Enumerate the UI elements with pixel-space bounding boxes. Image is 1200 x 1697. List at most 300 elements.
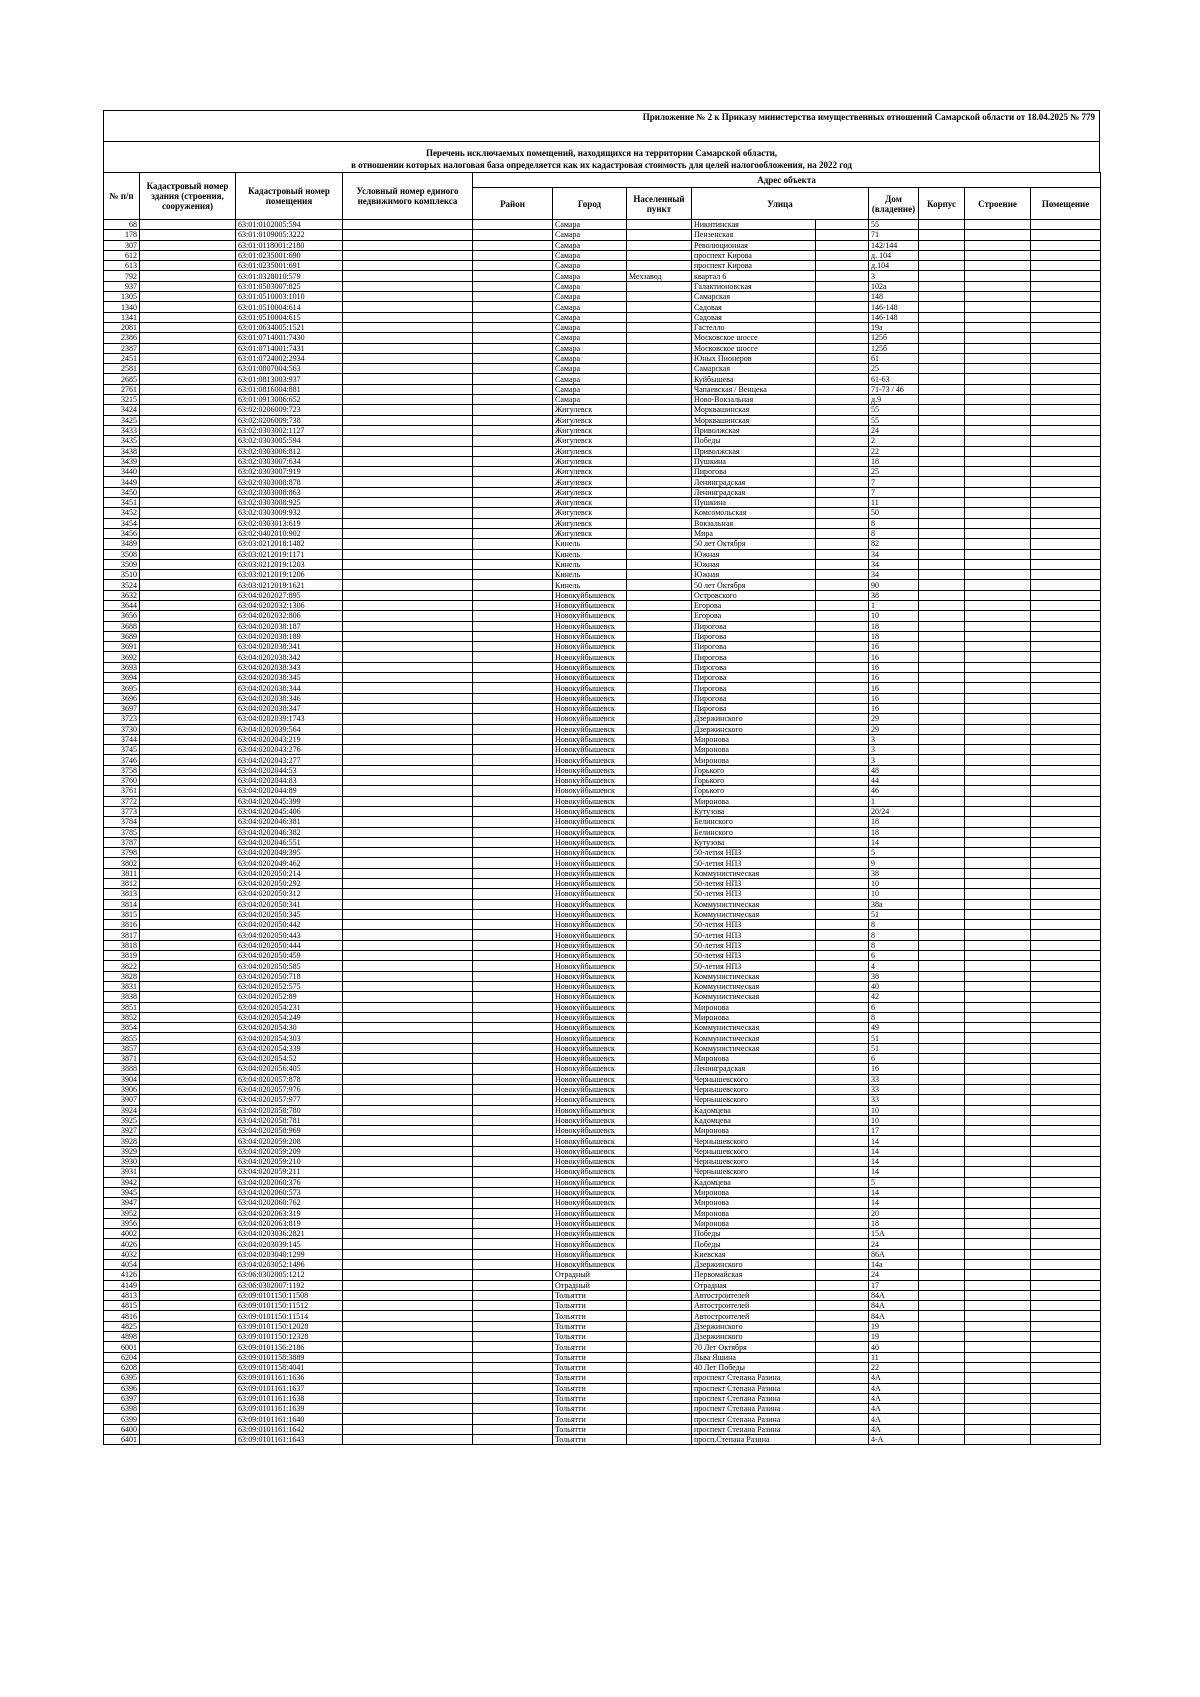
col-address-group: Адрес объекта: [473, 173, 1101, 188]
cell-house: 48: [869, 765, 919, 775]
cell-building: [140, 971, 236, 981]
cell-district: [473, 920, 553, 930]
cell-settlement: [627, 817, 692, 827]
cell-street-extra: [816, 549, 869, 559]
cell-premises: 63:09:0101156:2186: [236, 1342, 343, 1352]
cell-stroenie: [965, 456, 1031, 466]
cell-district: [473, 724, 553, 734]
cell-city: Новокуйбышевск: [553, 1084, 627, 1094]
cell-street-extra: [816, 1054, 869, 1064]
cell-building: [140, 642, 236, 652]
cell-korpus: [919, 559, 965, 569]
cell-pomeshchenie: [1031, 549, 1101, 559]
cell-num: 6204: [104, 1352, 140, 1362]
table-row: [104, 498, 1101, 508]
cell-korpus: [919, 1177, 965, 1187]
cell-city: Самара: [553, 322, 627, 332]
cell-street-extra: [816, 703, 869, 713]
cell-complex: [343, 1177, 473, 1187]
cell-street: Коммунистическая: [692, 992, 816, 1002]
cell-complex: [343, 528, 473, 538]
cell-city: Самара: [553, 384, 627, 394]
cell-building: [140, 549, 236, 559]
cell-korpus: [919, 220, 965, 230]
cell-complex: [343, 456, 473, 466]
cell-building: [140, 1187, 236, 1197]
cell-premises: 63:04:0202043:277: [236, 755, 343, 765]
cell-pomeshchenie: [1031, 333, 1101, 343]
cell-pomeshchenie: [1031, 1290, 1101, 1300]
cell-street: Коммунистическая: [692, 1043, 816, 1053]
cell-building: [140, 261, 236, 271]
cell-num: 3822: [104, 961, 140, 971]
cell-num: 3696: [104, 693, 140, 703]
cell-street: Ленинградская: [692, 487, 816, 497]
cell-district: [473, 230, 553, 240]
cell-pomeshchenie: [1031, 858, 1101, 868]
cell-korpus: [919, 662, 965, 672]
cell-settlement: [627, 281, 692, 291]
cell-korpus: [919, 1342, 965, 1352]
cell-house: 24: [869, 1270, 919, 1280]
cell-pomeshchenie: [1031, 796, 1101, 806]
cell-city: Новокуйбышевск: [553, 1095, 627, 1105]
cell-korpus: [919, 333, 965, 343]
cell-premises: 63:04:0202027:895: [236, 590, 343, 600]
cell-stroenie: [965, 1084, 1031, 1094]
cell-street: Белинского: [692, 817, 816, 827]
cell-settlement: [627, 498, 692, 508]
cell-district: [473, 858, 553, 868]
cell-settlement: [627, 1311, 692, 1321]
cell-street-extra: [816, 951, 869, 961]
cell-premises: 63:09:0101161:1643: [236, 1435, 343, 1445]
cell-building: [140, 920, 236, 930]
cell-pomeshchenie: [1031, 1157, 1101, 1167]
cell-pomeshchenie: [1031, 940, 1101, 950]
cell-complex: [343, 415, 473, 425]
cell-pomeshchenie: [1031, 1404, 1101, 1414]
cell-num: 3818: [104, 940, 140, 950]
cell-district: [473, 652, 553, 662]
cell-city: Самара: [553, 230, 627, 240]
cell-premises: 63:06:0302007:1192: [236, 1280, 343, 1290]
cell-pomeshchenie: [1031, 971, 1101, 981]
cell-house: 146-148: [869, 312, 919, 322]
cell-street: Чернышевского: [692, 1084, 816, 1094]
cell-street-extra: [816, 1229, 869, 1239]
cell-stroenie: [965, 817, 1031, 827]
cell-street-extra: [816, 600, 869, 610]
cell-complex: [343, 683, 473, 693]
cell-settlement: [627, 446, 692, 456]
cell-num: 3435: [104, 436, 140, 446]
cell-street: Юных Пионеров: [692, 353, 816, 363]
cell-street-extra: [816, 1424, 869, 1434]
cell-stroenie: [965, 384, 1031, 394]
cell-street: Морквашинская: [692, 415, 816, 425]
cell-pomeshchenie: [1031, 1167, 1101, 1177]
cell-complex: [343, 1002, 473, 1012]
cell-settlement: [627, 549, 692, 559]
cell-building: [140, 961, 236, 971]
cell-settlement: [627, 1229, 692, 1239]
cell-district: [473, 528, 553, 538]
table-row: [104, 642, 1101, 652]
cell-settlement: [627, 559, 692, 569]
cell-premises: 63:04:0202063:819: [236, 1218, 343, 1228]
cell-building: [140, 240, 236, 250]
cell-pomeshchenie: [1031, 384, 1101, 394]
table-row: [104, 395, 1101, 405]
cell-complex: [343, 1362, 473, 1372]
cell-num: 3524: [104, 580, 140, 590]
cell-district: [473, 1311, 553, 1321]
cell-city: Новокуйбышевск: [553, 1249, 627, 1259]
cell-district: [473, 899, 553, 909]
cell-street: Пирогова: [692, 467, 816, 477]
cell-complex: [343, 642, 473, 652]
cell-house: 18: [869, 456, 919, 466]
cell-city: Новокуйбышевск: [553, 611, 627, 621]
cell-stroenie: [965, 498, 1031, 508]
cell-district: [473, 1239, 553, 1249]
cell-city: Самара: [553, 261, 627, 271]
cell-stroenie: [965, 1249, 1031, 1259]
cell-num: 3931: [104, 1167, 140, 1177]
cell-street: Коммунистическая: [692, 971, 816, 981]
cell-pomeshchenie: [1031, 1126, 1101, 1136]
cell-street: Миронова: [692, 755, 816, 765]
cell-house: 14: [869, 1167, 919, 1177]
cell-street: 50-летия НПЗ: [692, 858, 816, 868]
cell-street-extra: [816, 858, 869, 868]
cell-street-extra: [816, 281, 869, 291]
cell-pomeshchenie: [1031, 1012, 1101, 1022]
cell-street: Белинского: [692, 827, 816, 837]
cell-korpus: [919, 776, 965, 786]
cell-stroenie: [965, 703, 1031, 713]
cell-district: [473, 765, 553, 775]
cell-premises: 63:09:0101150:11512: [236, 1301, 343, 1311]
cell-house: 33: [869, 1095, 919, 1105]
table-row: [104, 1115, 1101, 1125]
cell-pomeshchenie: [1031, 498, 1101, 508]
cell-house: 4: [869, 961, 919, 971]
cell-korpus: [919, 518, 965, 528]
cell-korpus: [919, 1084, 965, 1094]
cell-stroenie: [965, 1177, 1031, 1187]
cell-district: [473, 1105, 553, 1115]
cell-complex: [343, 364, 473, 374]
cell-premises: 63:04:0202050:443: [236, 930, 343, 940]
cell-num: 3695: [104, 683, 140, 693]
cell-pomeshchenie: [1031, 1239, 1101, 1249]
cell-premises: 63:04:0202049:395: [236, 848, 343, 858]
cell-stroenie: [965, 786, 1031, 796]
cell-house: 29: [869, 724, 919, 734]
title-line-2: в отношении которых налоговая база определяется как их кадастровая стоимость для целей налогообложения, на 2022 год: [351, 160, 852, 170]
cell-num: 3852: [104, 1012, 140, 1022]
cell-city: Новокуйбышевск: [553, 755, 627, 765]
cell-korpus: [919, 1229, 965, 1239]
cell-stroenie: [965, 1321, 1031, 1331]
cell-pomeshchenie: [1031, 1362, 1101, 1372]
cell-city: Жигулевск: [553, 446, 627, 456]
cell-complex: [343, 281, 473, 291]
cell-num: 613: [104, 261, 140, 271]
cell-stroenie: [965, 879, 1031, 889]
cell-num: 3450: [104, 487, 140, 497]
cell-street: Миронова: [692, 734, 816, 744]
cell-complex: [343, 539, 473, 549]
cell-house: 4А: [869, 1373, 919, 1383]
cell-complex: [343, 477, 473, 487]
cell-building: [140, 786, 236, 796]
cell-premises: 63:04:0202063:319: [236, 1208, 343, 1218]
cell-pomeshchenie: [1031, 580, 1101, 590]
cell-pomeshchenie: [1031, 1084, 1101, 1094]
cell-pomeshchenie: [1031, 776, 1101, 786]
cell-house: 8: [869, 528, 919, 538]
cell-house: 8: [869, 518, 919, 528]
cell-street-extra: [816, 487, 869, 497]
cell-settlement: [627, 1187, 692, 1197]
cell-house: 9: [869, 858, 919, 868]
cell-premises: 63:04:0202043:219: [236, 734, 343, 744]
cell-korpus: [919, 580, 965, 590]
cell-city: Новокуйбышевск: [553, 1229, 627, 1239]
table-row: [104, 446, 1101, 456]
cell-house: 33: [869, 1084, 919, 1094]
cell-street: Чапаевская / Венцека: [692, 384, 816, 394]
cell-stroenie: [965, 528, 1031, 538]
cell-house: 49: [869, 1023, 919, 1033]
cell-district: [473, 1290, 553, 1300]
cell-num: 3855: [104, 1033, 140, 1043]
cell-num: 4825: [104, 1321, 140, 1331]
cell-street: Ново-Вокзальная: [692, 395, 816, 405]
cell-house: 51: [869, 1043, 919, 1053]
cell-district: [473, 703, 553, 713]
cell-settlement: [627, 343, 692, 353]
cell-stroenie: [965, 1023, 1031, 1033]
cell-premises: 63:04:0202050:585: [236, 961, 343, 971]
cell-city: Отрадный: [553, 1280, 627, 1290]
cell-pomeshchenie: [1031, 611, 1101, 621]
table-row: [104, 1105, 1101, 1115]
cell-house: 8: [869, 930, 919, 940]
cell-complex: [343, 1157, 473, 1167]
table-row: [104, 1290, 1101, 1300]
cell-house: 19: [869, 1321, 919, 1331]
cell-street: Кадомцева: [692, 1177, 816, 1187]
cell-settlement: [627, 1424, 692, 1434]
cell-street-extra: [816, 1259, 869, 1269]
cell-district: [473, 1002, 553, 1012]
cell-pomeshchenie: [1031, 1259, 1101, 1269]
cell-house: 18: [869, 621, 919, 631]
cell-complex: [343, 981, 473, 991]
cell-street-extra: [816, 652, 869, 662]
cell-complex: [343, 220, 473, 230]
cell-stroenie: [965, 220, 1031, 230]
cell-pomeshchenie: [1031, 1424, 1101, 1434]
cell-building: [140, 1239, 236, 1249]
cell-city: Тольятти: [553, 1414, 627, 1424]
cell-num: 3449: [104, 477, 140, 487]
cell-building: [140, 570, 236, 580]
cell-district: [473, 1229, 553, 1239]
cell-complex: [343, 724, 473, 734]
cell-settlement: [627, 1012, 692, 1022]
cell-stroenie: [965, 1404, 1031, 1414]
cell-complex: [343, 848, 473, 858]
table-row: [104, 951, 1101, 961]
cell-premises: 63:09:0101150:12028: [236, 1321, 343, 1331]
cell-city: Кинель: [553, 570, 627, 580]
table-row: [104, 683, 1101, 693]
cell-num: 3871: [104, 1054, 140, 1064]
cell-settlement: [627, 1249, 692, 1259]
cell-pomeshchenie: [1031, 590, 1101, 600]
cell-complex: [343, 1218, 473, 1228]
cell-city: Отрадный: [553, 1270, 627, 1280]
cell-house: 24: [869, 1239, 919, 1249]
cell-building: [140, 1084, 236, 1094]
cell-pomeshchenie: [1031, 477, 1101, 487]
cell-street: Галактионовская: [692, 281, 816, 291]
cell-complex: [343, 909, 473, 919]
cell-city: Новокуйбышевск: [553, 1023, 627, 1033]
cell-settlement: [627, 1054, 692, 1064]
table-row: [104, 1383, 1101, 1393]
cell-korpus: [919, 1157, 965, 1167]
cell-settlement: [627, 261, 692, 271]
cell-complex: [343, 899, 473, 909]
cell-pomeshchenie: [1031, 848, 1101, 858]
cell-street-extra: [816, 889, 869, 899]
cell-street-extra: [816, 570, 869, 580]
cell-complex: [343, 1373, 473, 1383]
cell-district: [473, 456, 553, 466]
table-row: [104, 920, 1101, 930]
cell-building: [140, 456, 236, 466]
document-title: [103, 141, 1100, 172]
cell-settlement: [627, 1064, 692, 1074]
cell-pomeshchenie: [1031, 1301, 1101, 1311]
cell-district: [473, 1146, 553, 1156]
cell-district: [473, 1187, 553, 1197]
cell-stroenie: [965, 1115, 1031, 1125]
cell-house: 16: [869, 652, 919, 662]
cell-premises: 63:01:0235001:691: [236, 261, 343, 271]
cell-city: Самара: [553, 374, 627, 384]
cell-street-extra: [816, 322, 869, 332]
cell-building: [140, 1424, 236, 1434]
cell-city: Жигулевск: [553, 415, 627, 425]
cell-street: Коммунистическая: [692, 899, 816, 909]
cell-pomeshchenie: [1031, 364, 1101, 374]
cell-num: 3819: [104, 951, 140, 961]
cell-city: Кинель: [553, 539, 627, 549]
cell-settlement: [627, 642, 692, 652]
cell-district: [473, 981, 553, 991]
cell-settlement: [627, 1280, 692, 1290]
cell-complex: [343, 827, 473, 837]
cell-pomeshchenie: [1031, 909, 1101, 919]
cell-complex: [343, 1352, 473, 1362]
cell-city: Новокуйбышевск: [553, 652, 627, 662]
cell-settlement: [627, 1404, 692, 1414]
cell-pomeshchenie: [1031, 600, 1101, 610]
cell-complex: [343, 384, 473, 394]
cell-pomeshchenie: [1031, 240, 1101, 250]
cell-settlement: [627, 693, 692, 703]
cell-complex: [343, 333, 473, 343]
cell-city: Жигулевск: [553, 456, 627, 466]
cell-stroenie: [965, 868, 1031, 878]
cell-num: 3691: [104, 642, 140, 652]
cell-settlement: [627, 631, 692, 641]
cell-pomeshchenie: [1031, 312, 1101, 322]
cell-num: 2081: [104, 322, 140, 332]
cell-korpus: [919, 1301, 965, 1311]
cell-building: [140, 333, 236, 343]
cell-pomeshchenie: [1031, 1229, 1101, 1239]
table-row: [104, 1301, 1101, 1311]
cell-premises: 63:04:0202050:345: [236, 909, 343, 919]
cell-street: 50-летия НПЗ: [692, 848, 816, 858]
cell-premises: 63:04:0202054:303: [236, 1033, 343, 1043]
col-city: Город: [553, 188, 627, 220]
cell-pomeshchenie: [1031, 1435, 1101, 1445]
cell-house: 3: [869, 271, 919, 281]
col-district: Район: [473, 188, 553, 220]
cell-district: [473, 261, 553, 271]
cell-premises: 63:01:0714001:7430: [236, 333, 343, 343]
cell-street-extra: [816, 1126, 869, 1136]
cell-city: Новокуйбышевск: [553, 1126, 627, 1136]
cell-num: 3509: [104, 559, 140, 569]
cell-premises: 63:02:0303008:878: [236, 477, 343, 487]
cell-num: 1340: [104, 302, 140, 312]
cell-num: 3811: [104, 868, 140, 878]
cell-stroenie: [965, 436, 1031, 446]
cell-num: 4126: [104, 1270, 140, 1280]
cell-num: 3510: [104, 570, 140, 580]
cell-city: Тольятти: [553, 1301, 627, 1311]
cell-num: 3692: [104, 652, 140, 662]
cell-premises: 63:09:0101158:3889: [236, 1352, 343, 1362]
cell-street-extra: [816, 662, 869, 672]
cell-num: 3927: [104, 1126, 140, 1136]
cell-premises: 63:04:0202038:347: [236, 703, 343, 713]
cell-street: просп.Степана Разина: [692, 1435, 816, 1445]
cell-complex: [343, 570, 473, 580]
table-row: [104, 1208, 1101, 1218]
cell-house: 16: [869, 693, 919, 703]
cell-korpus: [919, 1136, 965, 1146]
cell-complex: [343, 498, 473, 508]
cell-complex: [343, 1270, 473, 1280]
cell-house: 34: [869, 570, 919, 580]
cell-stroenie: [965, 539, 1031, 549]
cell-district: [473, 971, 553, 981]
cell-district: [473, 1208, 553, 1218]
cell-street: проспект Степана Разина: [692, 1383, 816, 1393]
cell-house: д. 104: [869, 250, 919, 260]
